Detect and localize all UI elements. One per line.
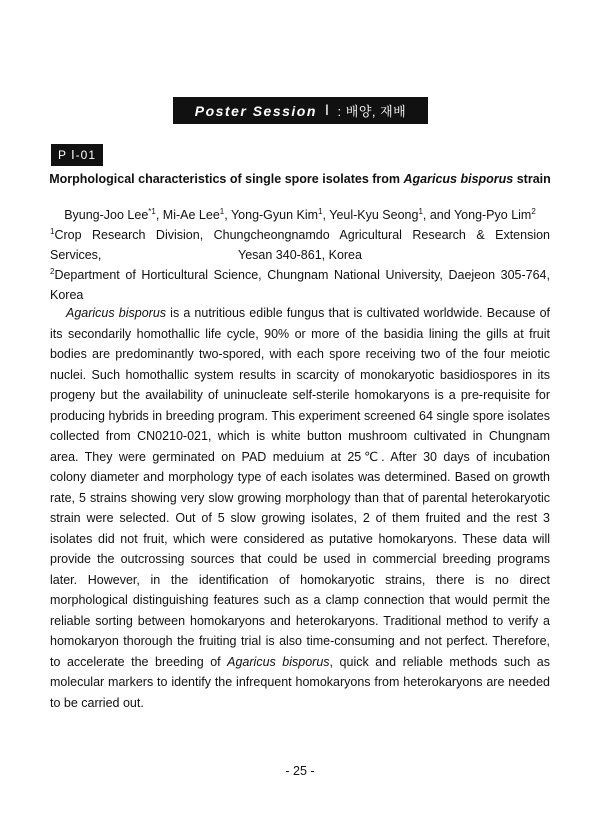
author-affiliation-mark: 1 <box>219 206 225 216</box>
affiliation-2-line1: Department of Horticultural Science, Chungnam National University, Daejeon 305-764, Korea <box>50 268 550 302</box>
abstract-line: producing hybrids in breeding program. This experiment screened 64 single spore isolates <box>50 408 550 423</box>
abstract-text: is a nutritious edible fungus that is cultivated worldwide. Because of <box>166 306 550 320</box>
abstract-line: homokaryon thorough the fruiting trial is also time-consuming and not perfect. Therefore, <box>50 634 550 648</box>
abstract-line <box>50 652 550 673</box>
abstract-species: Agaricus bisporus <box>66 306 167 320</box>
author-separator: , <box>155 208 163 222</box>
abstract-line: collected from CN0210-021, which is white button mushroom cultivated in Chungnam <box>50 429 550 443</box>
abstract-line <box>50 303 550 324</box>
abstract-line: strain were selected. Out of 5 slow growing isolates, 2 of them fruited and the rest 3 <box>50 511 550 525</box>
abstract-line: provide the outcrossing sources that could be used in commercial breeding programs <box>50 552 550 566</box>
affiliation-2-mark: 2 <box>50 266 55 276</box>
abstract <box>50 303 550 713</box>
author-separator: , and <box>422 208 454 222</box>
author: Yong-Pyo Lim <box>453 208 532 222</box>
abstract-line: area. They were germinated on PAD meduium at 25℃. After 30 days of incubation <box>50 449 550 464</box>
session-title: Poster Session <box>194 102 317 119</box>
affiliation-1-address: Yesan 340-861, Korea <box>238 248 362 262</box>
abstract-line: isolates did not fruit, which were considered as putative homokaryons. These data will <box>50 531 550 546</box>
session-number: Ⅰ <box>324 102 330 118</box>
paper-title-species: Agaricus bisporus <box>403 172 514 186</box>
session-banner <box>173 97 428 124</box>
abstract-text: to accelerate the breeding of <box>50 654 228 669</box>
poster-id-badge: P Ⅰ-01 <box>51 144 103 166</box>
author-affiliation-mark: 1 <box>418 206 423 216</box>
abstract-line: later. However, in the identification of homokaryotic strains, there is no direct <box>50 572 550 587</box>
abstract-line: to be carried out. <box>50 695 144 710</box>
abstract-line: bodies are predominantly two-spored, with each spore receiving two of the four meiotic <box>50 347 550 361</box>
session-topic: : 배양, 재배 <box>337 104 407 119</box>
author: Mi-Ae Lee <box>162 208 220 222</box>
abstract-line: rate, 5 strains showing very slow growing morphology than that of parental heterokaryotic <box>50 490 550 505</box>
author-list <box>40 205 560 225</box>
abstract-line: molecular markers to identify the infrequent homokaryons from heterokaryons are needed <box>50 675 550 689</box>
affiliation-1-mark: 1 <box>50 226 55 236</box>
abstract-species: Agaricus bisporus <box>227 654 330 669</box>
author: Byung-Joo Lee <box>64 208 149 222</box>
author-affiliation-mark: 1 <box>318 206 323 216</box>
abstract-line: nuclei. Such homothallic system results in scarcity of monokaryotic basidiospores in its <box>50 367 550 382</box>
abstract-line: its secondarily homothallic life cycle, 90% or more of the basidia lining the gills at fruit <box>50 326 550 341</box>
author-separator: , <box>322 208 330 222</box>
page-number: - 25 - <box>285 764 315 778</box>
author-separator: , <box>224 208 231 222</box>
author-affiliation-mark: *1 <box>148 206 156 216</box>
abstract-text: , quick and reliable methods such as <box>329 654 551 669</box>
affiliation-2 <box>50 265 550 305</box>
paper-title-suffix: strain <box>513 172 551 186</box>
abstract-line: colony diameter and morphology type of each isolates was determined. Based on growth <box>50 470 550 484</box>
author: Yeul-Kyu Seong <box>329 208 419 222</box>
abstract-line: progeny but the availability of uninucleate self-sterile homokaryons is a pre-requisite for <box>50 388 550 402</box>
abstract-line: morphological distinguishing features such as a clamp connection that would permit the <box>50 593 550 607</box>
paper-title <box>40 170 560 188</box>
paper-title-prefix: Morphological characteristics of single spore isolates from <box>49 172 404 186</box>
author-affiliation-mark: 2 <box>531 206 536 216</box>
abstract-line: reliable sorting between homokaryons and heterokaryons. Traditional method to verify a <box>50 613 550 628</box>
affiliation-1-line1: Crop Research Division, Chungcheongnamdo Agricultural Research & Extension Services, <box>50 228 550 262</box>
author: Yong-Gyun Kim <box>230 208 319 222</box>
